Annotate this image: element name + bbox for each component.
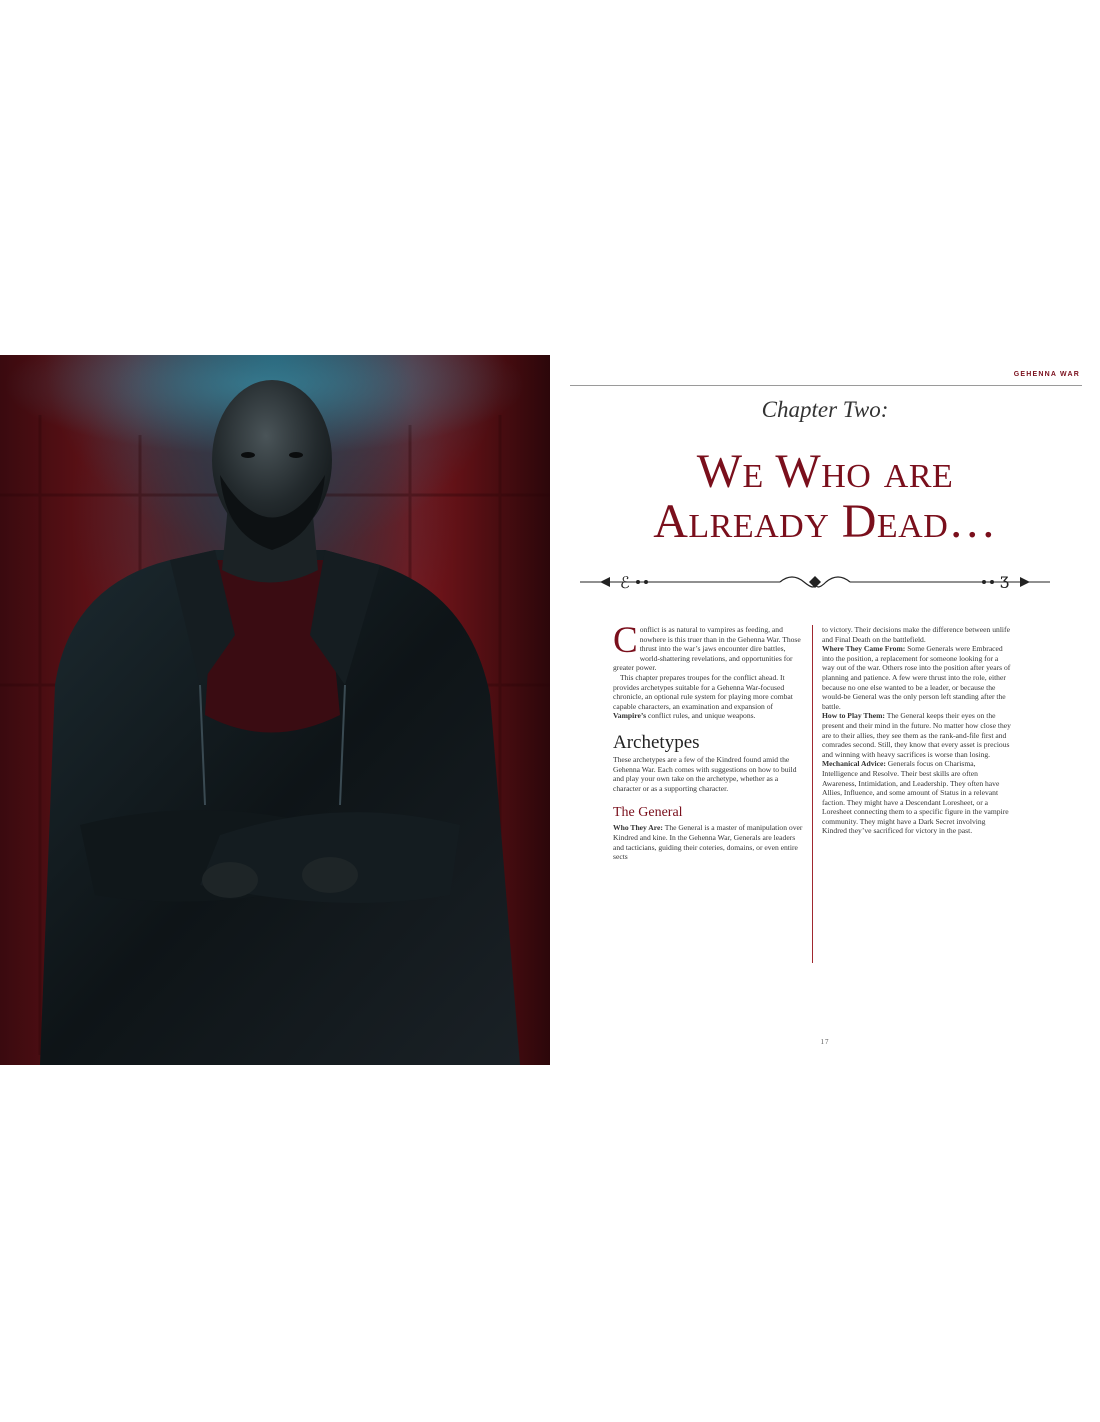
svg-text:ℰ: ℰ	[620, 573, 630, 592]
intro-p1-text: onflict is as natural to vampires as feeding, and nowhere is this truer than in the Gehenna War. Those thrust into the war’s jaws encounter dire battles, world-shattering revelations, and opportunities for greater power.	[613, 625, 801, 673]
where-they-came-from-text: Some Generals were Embraced into the position, a replacement for someone looking for a way out of the war. Others rose into the position after years of planning and patience. A few were thrust into the role, either because no one else wanted to be a leader, or because the would-be General was the only person left standing after the battle.	[822, 644, 1011, 711]
chapter-label: Chapter Two:	[761, 397, 889, 422]
how-to-play-paragraph	[822, 711, 1012, 759]
chapter-title-line-2: Already Dead…	[653, 495, 997, 548]
page-number: 17	[820, 1038, 830, 1046]
running-head: GEHENNA WAR	[1013, 371, 1080, 378]
how-to-play-text: The General keeps their eyes on the present and their mind in the future. No matter how close they are to their allies, they see them as the rank-and-file first and comrades second. Still, they know that every asset is precious and winning with heavy sacrifices is worse than losing.	[822, 711, 1011, 759]
intro-p2-text-a: This chapter prepares troupes for the conflict ahead. It provides archetypes suitable for a Gehenna War-focused chronicle, an optional rule system for playing more combat capable characters, an examination and expansion of	[613, 672, 793, 711]
intro-p2-bold: Vampire’s	[613, 711, 647, 721]
header-rule	[570, 385, 1082, 386]
ornamental-divider	[580, 567, 1050, 597]
mechanical-advice-text: Generals focus on Charisma, Intelligence and Resolve. Their best skills are often Awareness, Intimidation, and Leadership. They often have Allies, Influence, and some amount of Status in a relevant faction. They might have a Descendant Loresheet, or a Loresheet connecting them to a specific figure in the vampire community. They might have a Dark Secret involving Kindred they’ve sacrificed for victory in the past.	[822, 759, 1009, 836]
who-they-are-text: The General is a master of manipulation over Kindred and kine. In the Gehenna War, Generals are leaders and tacticians, guiding their coteries, domains, or even entire sects	[613, 823, 803, 862]
who-they-are-label: Who They Are:	[613, 823, 663, 833]
book-spread	[0, 355, 1100, 1065]
where-they-came-from-label: Where They Came From:	[822, 644, 906, 654]
general-heading: The General	[613, 805, 683, 821]
vampire-general-portrait	[0, 355, 550, 1065]
column-divider	[812, 625, 813, 963]
who-they-are-paragraph	[613, 823, 803, 861]
intro-paragraph-1	[613, 620, 803, 673]
archetypes-paragraph: These archetypes are a few of the Kindred found amid the Gehenna War. Each comes with suggestions on how to build and play your own take on the archetype, whether as a character or as a supporting character.	[613, 754, 797, 793]
who-they-are-continued: to victory. Their decisions make the difference between unlife and Final Death on the battlefield.	[822, 625, 1010, 644]
intro-p2-text-b: conflict rules, and unique weapons.	[646, 711, 756, 721]
character-illustration	[0, 355, 550, 1065]
drop-cap: C	[613, 620, 638, 661]
mechanical-advice-paragraph	[822, 759, 1012, 836]
text-page	[550, 355, 1100, 1065]
chapter-title-line-1: We Who are	[696, 445, 954, 498]
intro-paragraph-2	[613, 673, 803, 721]
svg-text:Ʒ: Ʒ	[1000, 573, 1010, 592]
text-column-right	[822, 625, 1012, 836]
archetypes-heading: Archetypes	[613, 731, 700, 753]
mechanical-advice-label: Mechanical Advice:	[822, 759, 886, 769]
where-they-came-from-paragraph	[822, 644, 1012, 711]
chapter-title	[550, 447, 1100, 547]
how-to-play-label: How to Play Them:	[822, 711, 885, 721]
text-column-left	[613, 620, 803, 862]
